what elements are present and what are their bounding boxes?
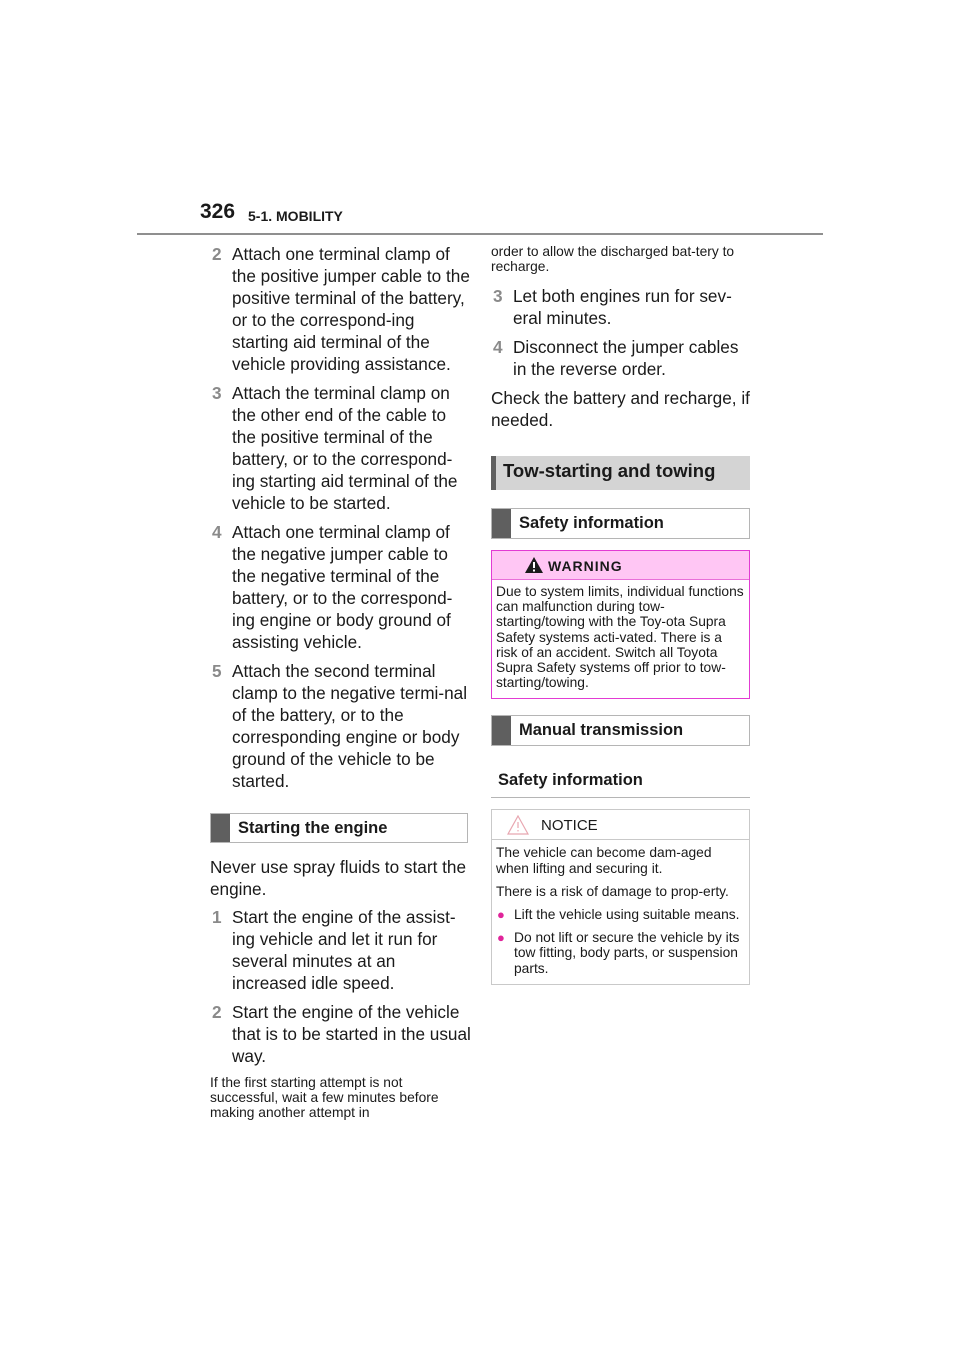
warning-text: Due to system limits, individual functions can malfunction during tow-starting/towing with the Toy-ota Supra Safety systems acti-vated. There is a risk of an accident. Switch all Toyota Supra Safety systems off prior to tow-starting/towing. [496, 584, 744, 691]
step-number: 2 [212, 244, 222, 264]
step-item [210, 382, 472, 514]
step-item [210, 521, 472, 653]
tow-starting-heading [491, 456, 750, 490]
step-number: 3 [212, 383, 222, 403]
notice-box [491, 809, 750, 984]
section-title: 5-1. MOBILITY [248, 208, 343, 224]
step-item [210, 906, 472, 994]
notice-paragraph: The vehicle can become dam-aged when lifting and securing it. [496, 845, 712, 876]
step-number: 1 [212, 907, 222, 927]
step-text: Attach the second terminal clamp to the negative termi-nal of the battery, or to the corresponding engine or body ground of the vehicle to be started. [232, 661, 468, 791]
warning-header [492, 551, 749, 580]
heading-text: Manual transmission [519, 721, 684, 740]
safety-information-heading [491, 508, 750, 539]
step-item [210, 1001, 472, 1067]
warning-box [491, 550, 750, 699]
page-number: 326 [200, 200, 236, 223]
subheading-text: Safety information [498, 771, 643, 790]
notice-label: NOTICE [541, 817, 598, 835]
heading-bar [491, 456, 496, 490]
notice-triangle-icon [507, 815, 529, 835]
warning-triangle-icon [525, 557, 543, 573]
bullet-text: Lift the vehicle using suitable means. [514, 907, 740, 923]
step-number: 3 [493, 286, 503, 306]
heading-bar [492, 716, 511, 745]
step-item [491, 336, 753, 380]
notice-bullet [496, 907, 745, 922]
step-number: 2 [212, 1002, 222, 1022]
step-text: Start the engine of the vehicle that is to be started in the usual way. [232, 1002, 471, 1066]
step-number: 5 [212, 661, 222, 681]
step-text: Let both engines run for sev-eral minutes. [513, 286, 732, 328]
manual-transmission-heading [491, 715, 750, 746]
safety-subheading [491, 765, 750, 798]
note-continued: order to allow the discharged bat-tery to recharge. [491, 244, 735, 274]
bullet-dot-icon: ● [497, 930, 505, 946]
step-text: Disconnect the jumper cables in the reverse order. [513, 337, 739, 379]
check-paragraph: Check the battery and recharge, if needed. [491, 388, 750, 430]
notice-bullet [496, 930, 745, 976]
notice-body [492, 840, 749, 983]
heading-bar [492, 509, 511, 538]
header-divider [137, 233, 823, 235]
bullet-dot-icon: ● [497, 907, 505, 923]
notice-paragraph: There is a risk of damage to prop-erty. [496, 883, 729, 899]
step-item [210, 243, 472, 375]
heading-text: Tow-starting and towing [503, 460, 716, 481]
heading-bar [211, 814, 230, 842]
note-paragraph: If the first starting attempt is not successful, wait a few minutes before making another attempt in [210, 1075, 439, 1120]
step-item [491, 285, 753, 329]
step-text: Attach one terminal clamp of the positive jumper cable to the positive terminal of the battery, or to the correspond-ing starting aid terminal of the vehicle providing assistance. [232, 244, 470, 374]
step-text: Attach one terminal clamp of the negative jumper cable to the negative terminal of the battery, or to the correspond-ing engine or body ground of assisting vehicle. [232, 522, 453, 652]
warning-label: WARNING [548, 558, 623, 574]
step-text: Attach the terminal clamp on the other end of the cable to the positive terminal of the battery, or to the correspond-ing starting aid terminal of the vehicle to be started. [232, 383, 458, 513]
heading-text: Starting the engine [238, 819, 388, 837]
step-text: Start the engine of the assist-ing vehicle and let it run for several minutes at an increased idle speed. [232, 907, 456, 993]
left-column [210, 240, 472, 1120]
notice-header [492, 810, 749, 840]
step-item [210, 660, 472, 792]
step-number: 4 [212, 522, 222, 542]
heading-text: Safety information [519, 514, 664, 532]
right-column [491, 240, 753, 985]
starting-engine-heading [210, 813, 468, 843]
intro-paragraph: Never use spray fluids to start the engine. [210, 857, 467, 899]
step-number: 4 [493, 337, 503, 357]
bullet-text: Do not lift or secure the vehicle by its tow fitting, body parts, or suspension parts. [514, 930, 740, 976]
